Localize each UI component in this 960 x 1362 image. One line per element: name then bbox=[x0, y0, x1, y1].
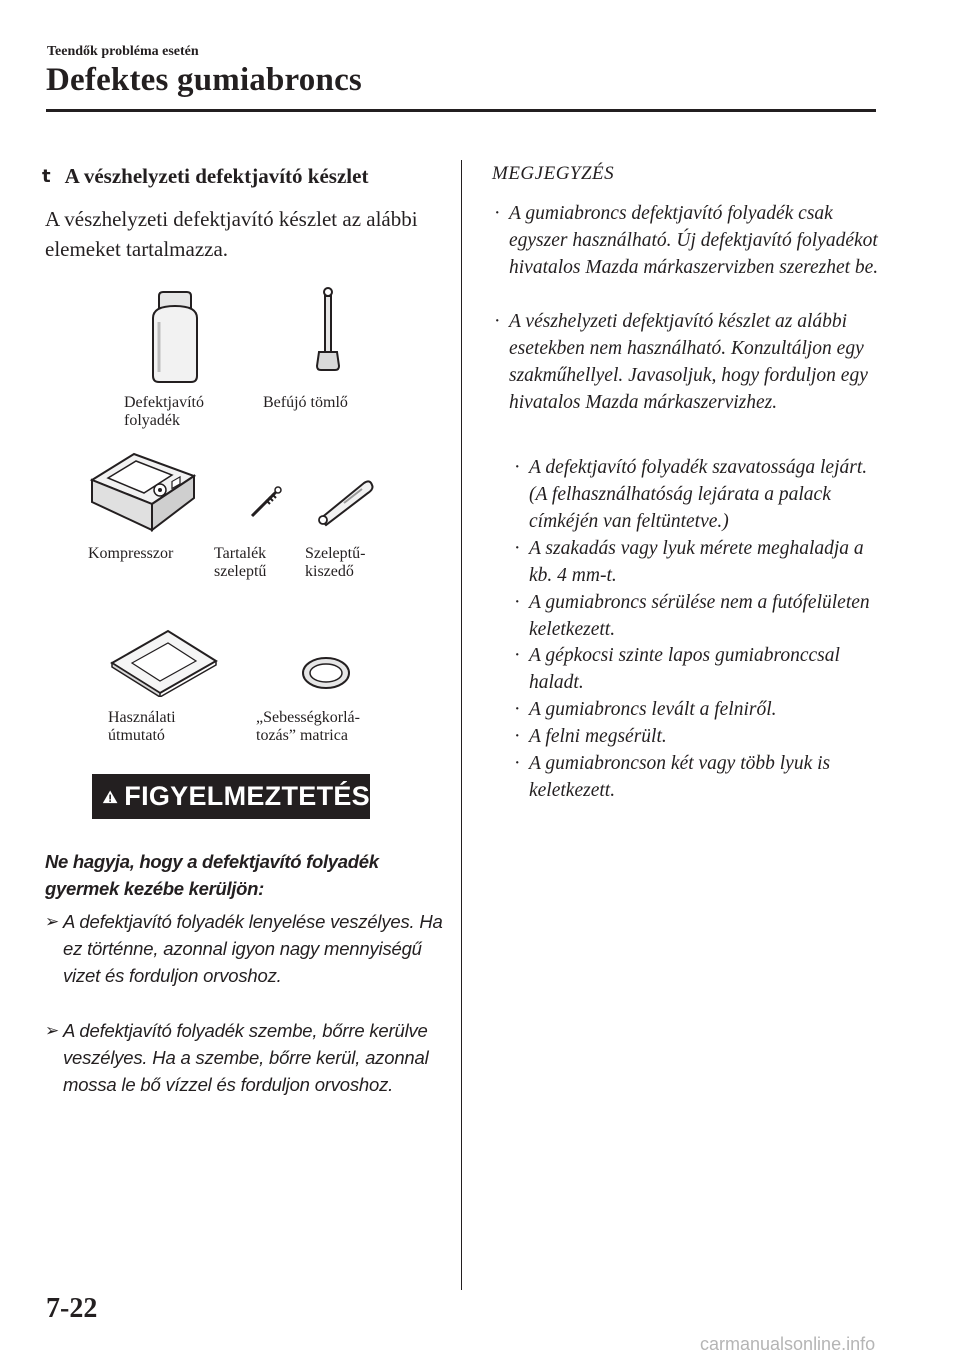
valve-core-tool-icon bbox=[314, 475, 376, 529]
bullet-dot-icon: · bbox=[514, 726, 521, 747]
note-subitem-text: A defektjavító folyadék szavatossága lejárt. (A felhasználhatóság lejárata a palack címkéjén van feltüntetve.) bbox=[529, 457, 868, 532]
section-heading bbox=[42, 164, 368, 189]
inflation-hose-icon bbox=[313, 286, 343, 372]
warning-label: FIGYELMEZTETÉS bbox=[124, 781, 370, 811]
warning-item-text: A defektjavító folyadék lenyelése veszélyes. Ha ez történne, azonnal igyon nagy mennyiségű vizet és forduljon orvoshoz. bbox=[63, 911, 443, 986]
note-subitem bbox=[514, 750, 884, 804]
note-title: MEGJEGYZÉS bbox=[492, 163, 615, 184]
intro-paragraph: A vészhelyzeti defektjavító készlet az alábbi elemeket tartalmazza. bbox=[45, 207, 418, 261]
watermark: carmanualsonline.info bbox=[700, 1334, 876, 1354]
note-subitem bbox=[514, 454, 884, 535]
note-item bbox=[494, 200, 884, 281]
note-subitem bbox=[514, 723, 884, 750]
arrow-bullet-icon: ➢ bbox=[45, 912, 60, 931]
warning-item bbox=[45, 908, 445, 989]
page-number: 7-22 bbox=[46, 1293, 98, 1324]
note-subitem bbox=[514, 589, 884, 643]
section-marker-icon: t bbox=[42, 166, 51, 187]
compressor-icon bbox=[88, 450, 198, 534]
bullet-dot-icon: · bbox=[514, 645, 521, 666]
speed-limit-sticker-icon bbox=[300, 655, 352, 691]
bullet-dot-icon: · bbox=[514, 457, 521, 478]
section-heading-text: A vészhelyzeti defektjavító készlet bbox=[64, 164, 369, 188]
note-subitem-text: A gumiabroncs sérülése nem a futófelületen keletkezett. bbox=[529, 592, 870, 640]
note-item-text: A vészhelyzeti defektjavító készlet az alábbi esetekben nem használható. Konzultáljon egy szakműhellyel. Javasoljuk, hogy forduljon egy hivatalos Mazda márkaszervizhez. bbox=[509, 311, 868, 413]
bullet-dot-icon: · bbox=[514, 753, 521, 774]
page-title: Defektes gumiabroncs bbox=[46, 62, 362, 98]
caption-hose: Befújó tömlő bbox=[263, 394, 348, 411]
note-item-text: A gumiabroncs defektjavító folyadék csak egyszer használható. Új defektjavító folyadékot hivatalos Mazda márkaszervizben szerezhet be. bbox=[509, 203, 879, 278]
note-subitem-text: A gumiabroncs levált a felniről. bbox=[529, 699, 777, 720]
arrow-bullet-icon: ➢ bbox=[45, 1021, 60, 1040]
note-subitem bbox=[514, 535, 884, 589]
column-divider bbox=[461, 160, 462, 1290]
warning-banner bbox=[92, 774, 370, 819]
caption-compressor: Kompresszor bbox=[88, 545, 174, 562]
header-divider bbox=[46, 109, 876, 112]
warning-item bbox=[45, 1017, 445, 1098]
spare-valve-core-icon bbox=[246, 482, 286, 522]
owners-manual-icon bbox=[108, 627, 220, 697]
note-subitem-text: A gépkocsi szinte lapos gumiabronccsal haladt. bbox=[529, 645, 840, 693]
warning-item-text: A defektjavító folyadék szembe, bőrre kerülve veszélyes. Ha a szembe, bőrre kerül, azonnal mossa le bő vízzel és forduljon orvoshoz. bbox=[63, 1020, 429, 1095]
warning-heading: Ne hagyja, hogy a defektjavító folyadék gyermek kezébe kerüljön: bbox=[45, 851, 379, 899]
bullet-dot-icon: · bbox=[494, 203, 501, 224]
chapter-subtitle: Teendők probléma esetén bbox=[47, 44, 199, 59]
note-subitem bbox=[514, 696, 884, 723]
bullet-dot-icon: · bbox=[494, 311, 501, 332]
note-item bbox=[494, 308, 884, 416]
sealant-bottle-icon bbox=[145, 288, 205, 384]
bullet-dot-icon: · bbox=[514, 699, 521, 720]
note-subitem-text: A szakadás vagy lyuk mérete meghaladja a kb. 4 mm-t. bbox=[529, 538, 864, 586]
caption-valve-tool: Szeleptű- kiszedő bbox=[305, 545, 366, 580]
note-subitem-text: A gumiabroncson két vagy több lyuk is keletkezett. bbox=[529, 753, 831, 801]
bullet-dot-icon: · bbox=[514, 592, 521, 613]
warning-triangle-icon bbox=[102, 779, 118, 815]
caption-sealant: Defektjavító folyadék bbox=[124, 394, 204, 429]
note-subitem bbox=[514, 642, 884, 696]
bullet-dot-icon: · bbox=[514, 538, 521, 559]
caption-spare-valve: Tartalék szeleptű bbox=[214, 545, 267, 580]
caption-sticker: „Sebességkorlá- tozás” matrica bbox=[256, 709, 360, 744]
note-subitem-text: A felni megsérült. bbox=[529, 726, 667, 747]
caption-manual: Használati útmutató bbox=[108, 709, 176, 744]
